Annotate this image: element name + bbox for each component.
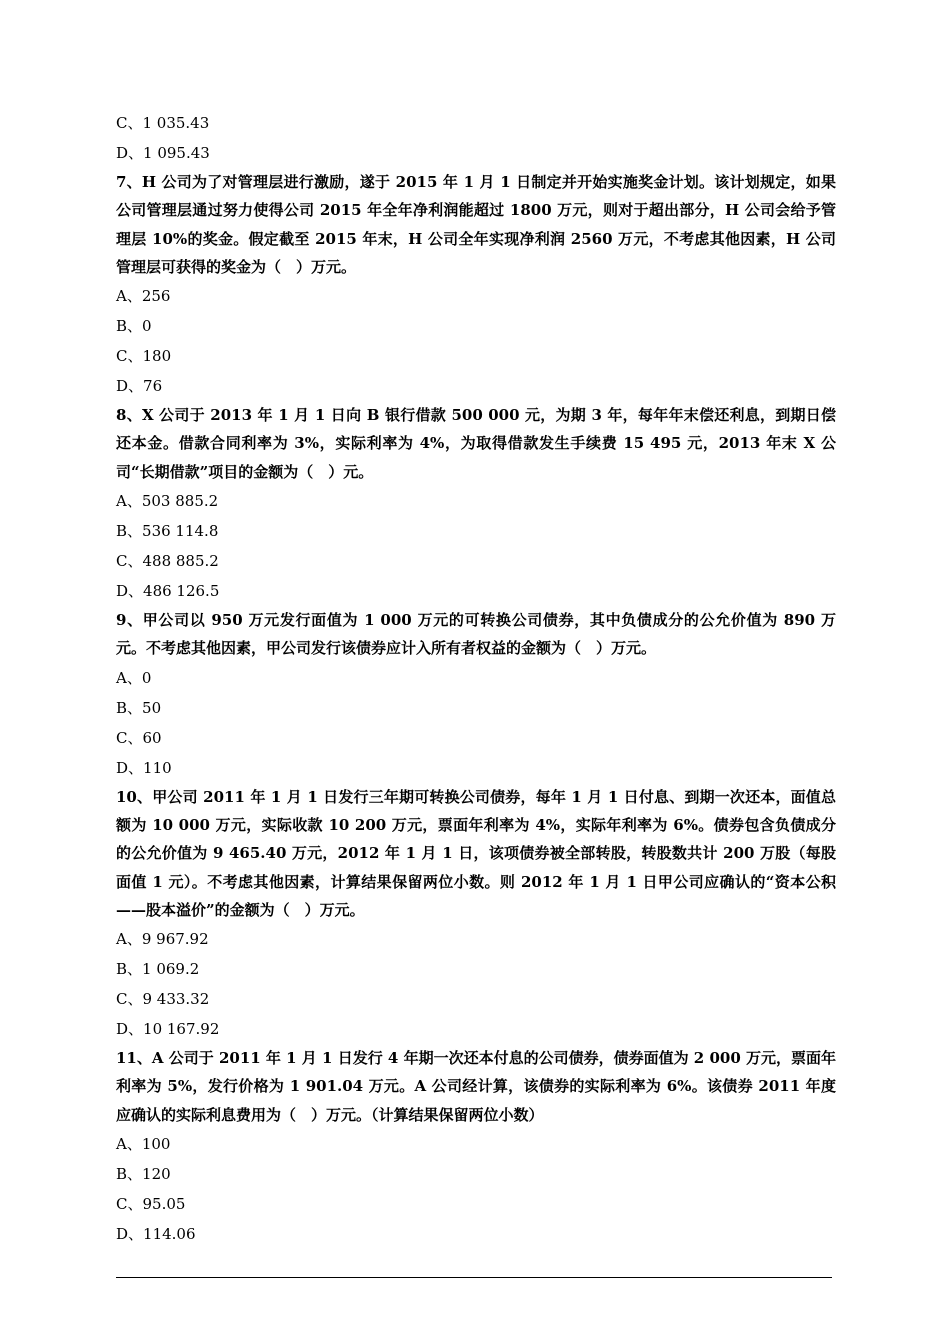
option-a: A、9 967.92 [116,930,209,949]
question-11 [116,1044,836,1249]
question-text: 11、A 公司于 2011 年 1 月 1 日发行 4 年期一次还本付息的公司债券，债券面值为 2 000 万元，票面年利率为 5%，发行价格为 1 901.04 万元。A 公司经计算，该债券的实际利率为 6%。该债券 2011 年度应确认的实际利息费用为（ ）万元。（计算结果保留两位小数） [116,1049,836,1124]
option-c-prev: C、1 035.43 [116,114,210,132]
question-text: 8、X 公司于 2013 年 1 月 1 日向 B 银行借款 500 000 元，为期 3 年，每年年末偿还利息，到期日偿还本金。借款合同利率为 3%，实际利率为 4%，为取得借款发生手续费 15 495 元，2013 年末 X 公司“长期借款”项目的金额为（ ）元。 [116,406,836,481]
question-9 [116,606,836,783]
option-d: D、114.06 [116,1225,196,1244]
option-a: A、503 885.2 [116,492,219,511]
option-c: C、9 433.32 [116,990,210,1009]
question-8 [116,401,836,606]
question-text: 10、甲公司 2011 年 1 月 1 日发行三年期可转换公司债券，每年 1 月 1 日付息、到期一次还本，面值总额为 10 000 万元，实际收款 10 200 万元，票面年利率为 4%，实际年利率为 6%。债券包含负债成分的公允价值为 9 465.40 万元，2012 年 1 月 1 日，该项债券被全部转股，转股数共计 200 万股（每股面值 1 元）。不考虑其他因素，计算结果保留两位小数。则 2012 年 1 月 1 日甲公司应确认的“资本公积——股本溢价”的金额为（ ）万元。 [116,787,836,919]
option-b: B、1 069.2 [116,960,200,979]
option-b: B、50 [116,698,162,717]
option-c: C、180 [116,347,172,366]
footer-divider [116,1277,832,1278]
question-list [116,108,836,1249]
option-b: B、0 [116,317,152,336]
question-text: 9、甲公司以 950 万元发行面值为 1 000 万元的可转换公司债券，其中负债成分的公允价值为 890 万元。不考虑其他因素，甲公司发行该债券应计入所有者权益的金额为（ ）万元。 [116,611,836,658]
option-d-prev: D、1 095.43 [116,144,210,162]
option-a: A、256 [116,287,171,306]
option-b: B、120 [116,1165,171,1184]
option-b: B、536 114.8 [116,522,219,541]
option-d: D、10 167.92 [116,1020,220,1039]
option-c: C、60 [116,728,162,747]
question-text: 7、H 公司为了对管理层进行激励，遂于 2015 年 1 月 1 日制定并开始实施奖金计划。该计划规定，如果公司管理层通过努力使得公司 2015 年全年净利润能超过 1800 万元，则对于超出部分，H 公司会给予管理层 10%的奖金。假定截至 2015 年末，H 公司全年实现净利润 2560 万元，不考虑其他因素，H 公司管理层可获得的奖金为（ ）万元。 [116,173,836,276]
option-a: A、0 [116,668,152,687]
option-c: C、95.05 [116,1195,186,1214]
question-7 [116,168,836,401]
option-d: D、486 126.5 [116,582,220,601]
option-a: A、100 [116,1135,171,1154]
option-d: D、76 [116,377,163,396]
option-d: D、110 [116,758,172,777]
option-c: C、488 885.2 [116,552,219,571]
question-10 [116,783,836,1044]
